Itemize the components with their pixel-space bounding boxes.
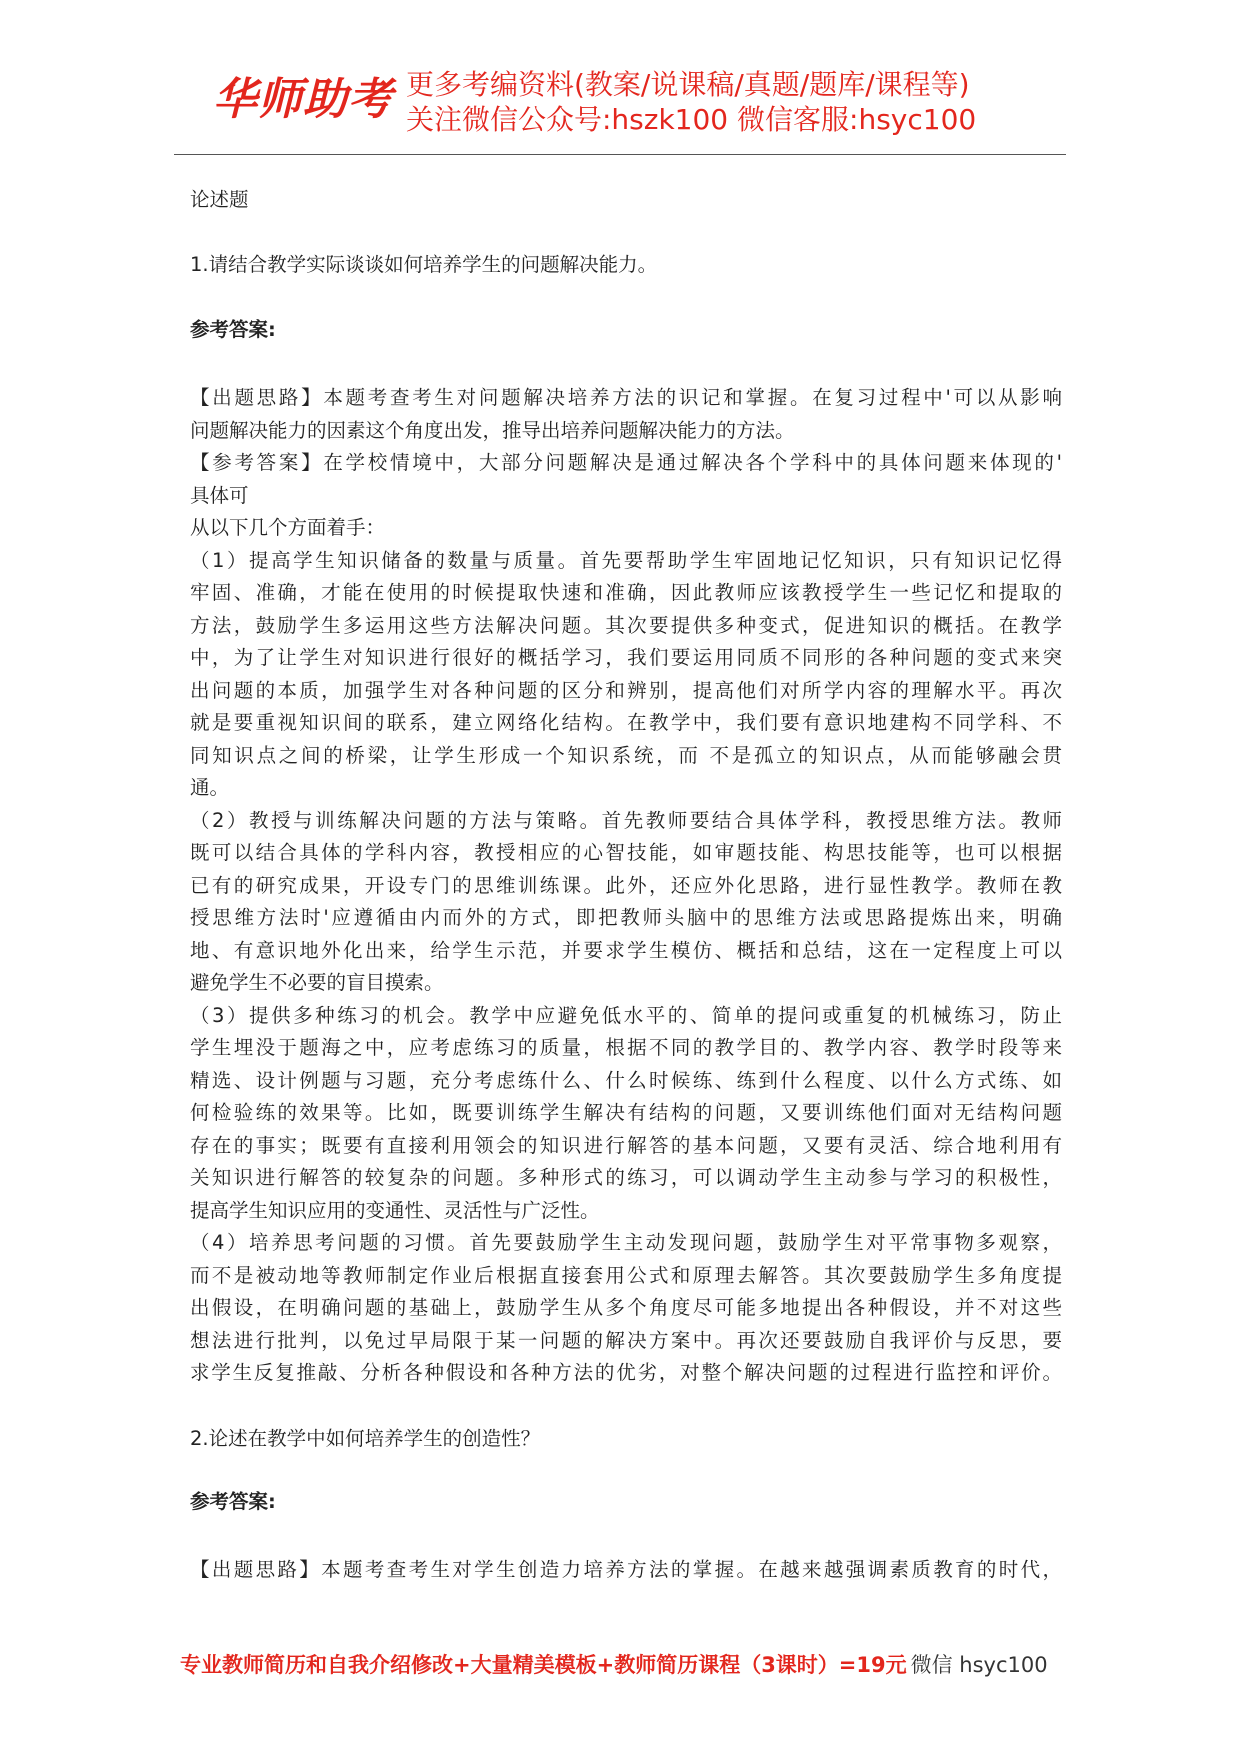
answer-line: 学生埋没于题海之中，应考虑练习的质量，根据不同的教学目的、教学内容、教学时段等来: [190, 1036, 1062, 1059]
question-1-prompt-block: [190, 249, 1062, 282]
answer-line: （4）培养思考问题的习惯。首先要鼓励学生主动发现问题，鼓励学生对平常事物多观察，: [190, 1231, 1062, 1254]
answer-line: 就是要重视知识间的联系，建立网络化结构。在教学中，我们要有意识地建构不同学科、不: [190, 711, 1062, 734]
question-2-answer-label-block: [190, 1486, 1062, 1519]
answer-line: 牢固、准确，才能在使用的时候提取快速和准确，因此教师应该教授学生一些记忆和提取的: [190, 581, 1062, 604]
answer-line: 既可以结合具体的学科内容，教授相应的心智技能，如审题技能、构思技能等，也可以根据: [190, 841, 1062, 864]
question-2-prompt-block: [190, 1423, 1062, 1456]
answer-line: 授思维方法时'应遵循由内而外的方式，即把教师头脑中的思维方法或思路提炼出来，明确: [190, 906, 1062, 929]
answer-line: 何检验练的效果等。比如，既要训练学生解决有结构的问题，又要训练他们面对无结构问题: [190, 1101, 1062, 1124]
question-2-answer-body: [190, 1554, 1062, 1587]
question-prompt: 1.请结合教学实际谈谈如何培养学生的问题解决能力。: [190, 253, 658, 276]
answer-line: 【出题思路】本题考查考生对学生创造力培养方法的掌握。在越来越强调素质教育的时代，: [190, 1558, 1062, 1581]
brand-logo: 华师助考: [213, 74, 393, 125]
answer-line: 地、有意识地外化出来，给学生示范，并要求学生模仿、概括和总结，这在一定程度上可以: [190, 938, 1062, 962]
answer-line: 通。: [190, 776, 230, 799]
answer-line: 【参考答案】在学校情境中，大部分问题解决是通过解决各个学科中的具体问题来体现的': [190, 451, 1062, 474]
answer-line: 而不是被动地等教师制定作业后根据直接套用公式和原理去解答。其次要鼓励学生多角度提: [190, 1263, 1062, 1287]
answer-line: （1）提高学生知识储备的数量与质量。首先要帮助学生牢固地记忆知识，只有知识记忆得: [190, 548, 1062, 572]
answer-line: 中，为了让学生对知识进行很好的概括学习，我们要运用同质不同形的各种问题的变式来突: [190, 646, 1062, 669]
section-title: 论述题: [190, 188, 249, 211]
answer-line: 避免学生不必要的盲目摸索。: [190, 971, 444, 994]
header-tagline-contact: 关注微信公众号:hszk100 微信客服:hsyc100: [406, 103, 977, 136]
answer-line: 【出题思路】本题考查考生对问题解决培养方法的识记和掌握。在复习过程中'可以从影响: [190, 386, 1062, 409]
answer-line: 存在的事实；既要有直接利用领会的知识进行解答的基本问题，又要有灵活、综合地利用有: [190, 1133, 1062, 1157]
answer-label: 参考答案:: [190, 1490, 276, 1513]
answer-line: 关知识进行解答的较复杂的问题。多种形式的练习，可以调动学生主动参与学习的积极性，: [190, 1166, 1062, 1189]
answer-label: 参考答案:: [190, 318, 276, 341]
answer-line: （3）提供多种练习的机会。教学中应避免低水平的、简单的提问或重复的机械练习，防止: [190, 1003, 1062, 1027]
section-title-block: [190, 184, 1062, 217]
answer-line: 从以下几个方面着手：: [190, 516, 386, 539]
answer-line: 出假设，在明确问题的基础上，鼓励学生从多个角度尽可能多地提出各种假设，并不对这些: [190, 1296, 1062, 1319]
footer-promo: [180, 1648, 1070, 1682]
answer-line: 想法进行批判，以免过早局限于某一问题的解决方案中。再次还要鼓励自我评价与反思，要: [190, 1328, 1062, 1352]
answer-line: 同知识点之间的桥梁，让学生形成一个知识系统，而 不是孤立的知识点，从而能够融会贯: [190, 743, 1062, 767]
header-tagline-materials: 更多考编资料(教案/说课稿/真题/题库/课程等): [406, 68, 970, 101]
answer-line: 精选、设计例题与习题，充分考虑练什么、什么时候练、练到什么程度、以什么方式练、如: [190, 1068, 1062, 1092]
answer-line: （2）教授与训练解决问题的方法与策略。首先教师要结合具体学科，教授思维方法。教师: [190, 808, 1062, 832]
question-1-answer-body: [190, 382, 1062, 1390]
answer-line: 具体可: [190, 483, 249, 507]
question-1-answer-label-block: [190, 314, 1062, 347]
answer-line: 问题解决能力的因素这个角度出发，推导出培养问题解决能力的方法。: [190, 418, 795, 442]
header-divider: [174, 154, 1066, 155]
answer-line: 提高学生知识应用的变通性、灵活性与广泛性。: [190, 1198, 600, 1222]
answer-line: 已有的研究成果，开设专门的思维训练课。此外，还应外化思路，进行显性教学。教师在教: [190, 873, 1062, 897]
answer-line: 出问题的本质，加强学生对各种问题的区分和辨别，提高他们对所学内容的理解水平。再次: [190, 678, 1062, 702]
answer-line: 方法，鼓励学生多运用这些方法解决问题。其次要提供多种变式，促进知识的概括。在教学: [190, 613, 1062, 637]
footer-contact: 微信 hsyc100: [910, 1653, 1048, 1677]
question-prompt: 2.论述在教学中如何培养学生的创造性？: [190, 1427, 541, 1450]
answer-line: 求学生反复推敲、分析各种假设和各种方法的优劣，对整个解决问题的过程进行监控和评价。: [190, 1361, 1062, 1384]
footer-promo-text: 专业教师简历和自我介绍修改+大量精美模板+教师简历课程（3课时）=19元: [180, 1653, 907, 1677]
